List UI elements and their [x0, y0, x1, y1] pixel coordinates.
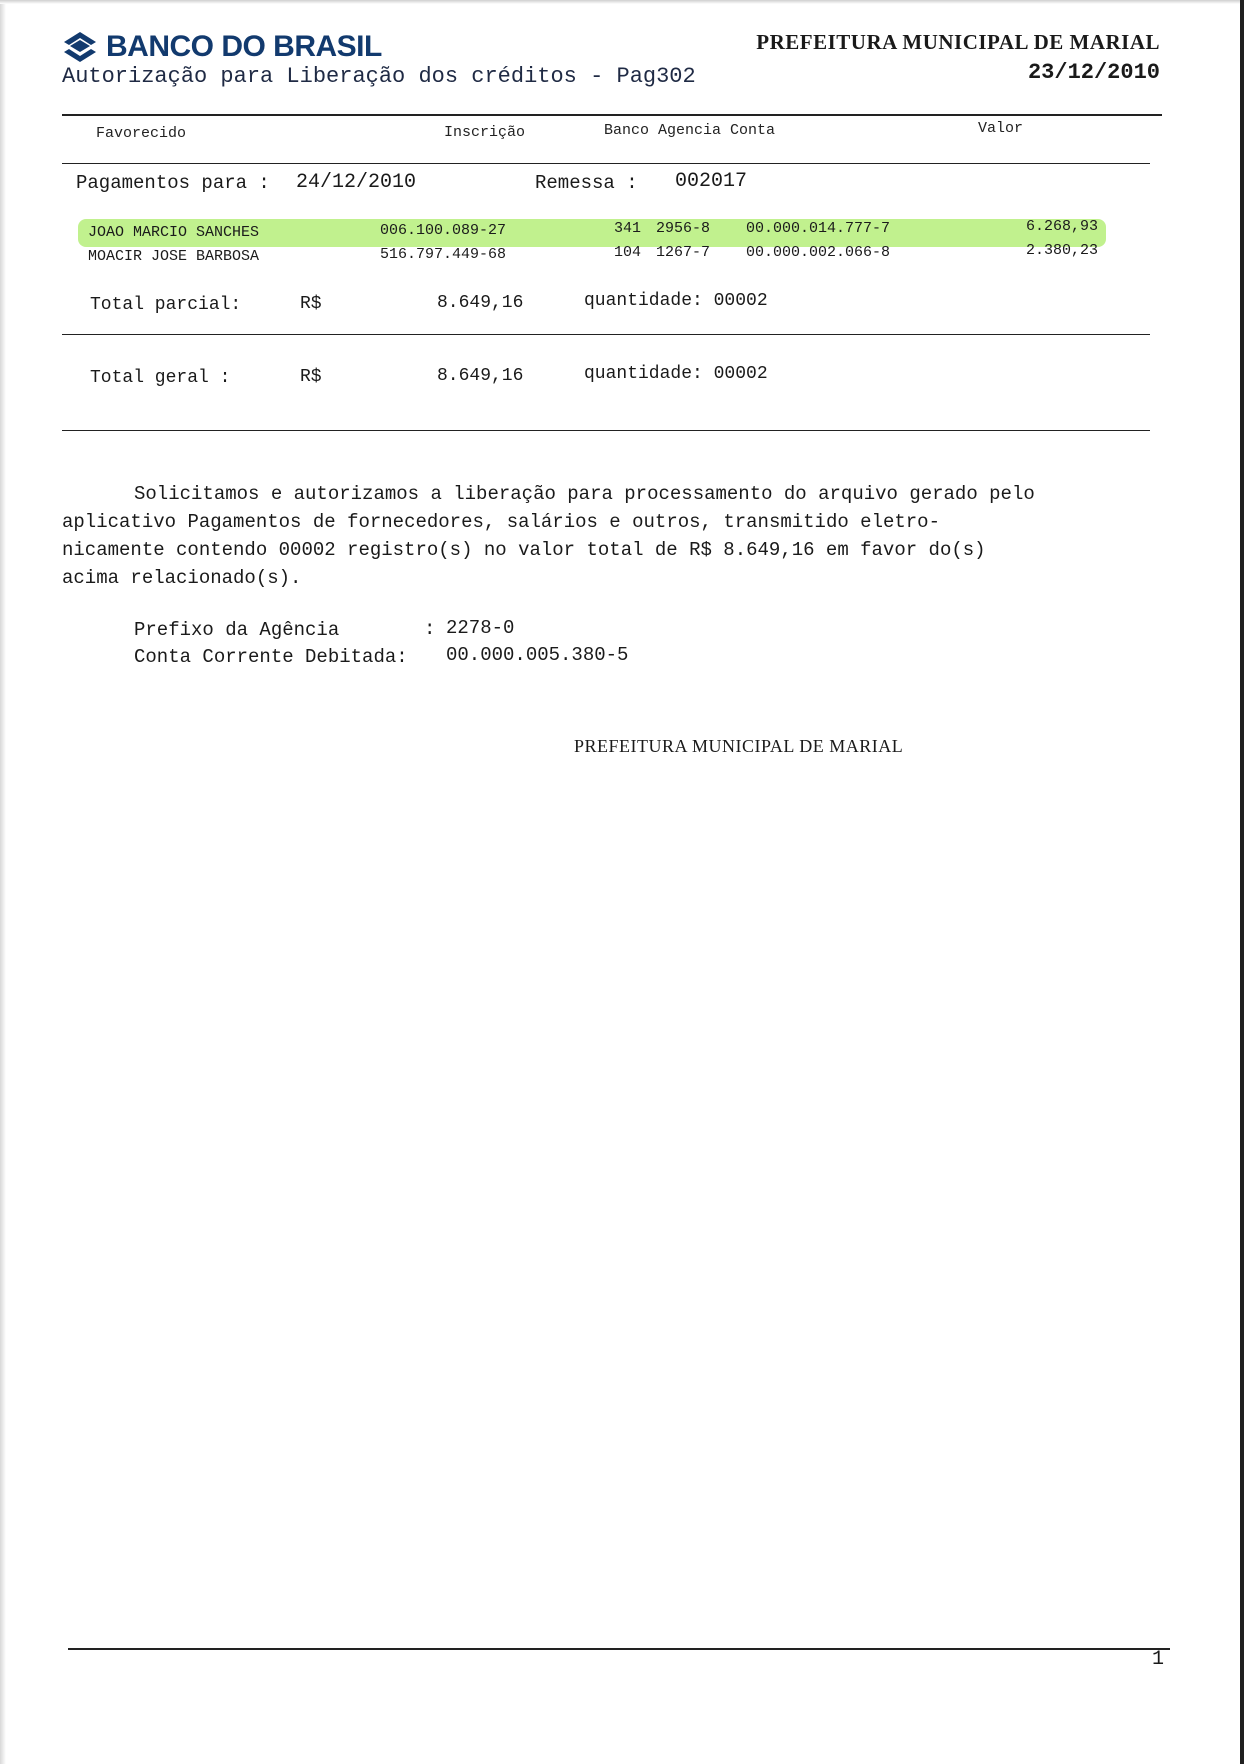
total-geral-quantity: quantidade: 00002: [584, 364, 768, 384]
total-geral-label: Total geral :: [90, 368, 231, 388]
total-parcial-currency: R$: [300, 294, 322, 314]
agency-prefix-value: 2278-0: [446, 617, 515, 639]
page-number: 1: [1151, 1648, 1164, 1671]
payment-date-label: Pagamentos para :: [76, 172, 270, 194]
row-valor: 2.380,23: [1025, 242, 1098, 259]
totals-divider: [62, 430, 1150, 431]
signature-organization: PREFEITURA MUNICIPAL DE MARIAL: [574, 736, 904, 756]
parcial-divider: [62, 334, 1150, 335]
authorization-word-transmitido: transmitido: [723, 511, 849, 533]
agency-prefix-label: Prefixo da Agência: [134, 619, 340, 641]
debited-account-label: Conta Corrente Debitada:: [134, 646, 408, 668]
organization-name: PREFEITURA MUNICIPAL DE MARIAL: [756, 30, 1160, 54]
authorization-line-3: nicamente contendo 00002 registro(s) no valor total de R$ 8.649,16 em favor do(s): [62, 539, 986, 561]
authorization-line-1: Solicitamos e autorizamos a liberação para processamento do arquivo gerado pelo: [134, 483, 1035, 505]
authorization-line-2: [62, 508, 1106, 536]
row-conta: 00.000.014.777-7: [746, 220, 891, 237]
row-valor: 6.268,93: [1025, 218, 1098, 235]
authorization-word-aplicativo: aplicativo: [62, 511, 177, 533]
total-parcial-value: 8.649,16: [437, 293, 524, 313]
scan-edge-top: [0, 0, 1244, 4]
row-name: MOACIR JOSE BARBOSA: [88, 248, 260, 265]
total-parcial-label: Total parcial:: [90, 295, 242, 315]
header-divider: [62, 114, 1162, 116]
row-inscricao: 006.100.089-27: [380, 222, 507, 239]
row-agencia: 2956-8: [656, 220, 711, 237]
remessa-value: 002017: [675, 170, 748, 193]
column-header-favorecido: Favorecido: [96, 125, 187, 142]
column-header-inscricao: Inscrição: [444, 124, 526, 141]
row-conta: 00.000.002.066-8: [746, 244, 891, 261]
scan-edge-left: [0, 0, 6, 1764]
row-banco: 341: [614, 220, 642, 237]
document-title: Autorização para Liberação dos créditos - Pag302: [62, 64, 696, 89]
column-header-banco-agencia-conta: Banco Agencia Conta: [604, 122, 776, 139]
total-geral-currency: R$: [300, 367, 322, 387]
total-geral-value: 8.649,16: [437, 366, 524, 386]
bank-name: BANCO DO BRASIL: [106, 30, 382, 63]
remessa-label: Remessa :: [535, 172, 638, 194]
row-agencia: 1267-7: [656, 244, 711, 261]
authorization-application-name: Pagamentos de fornecedores, salários e outros,: [187, 511, 712, 533]
row-name: JOAO MARCIO SANCHES: [88, 224, 260, 241]
payment-date-value: 24/12/2010: [296, 171, 417, 194]
bank-logo: [62, 30, 382, 64]
authorization-line-4: acima relacionado(s).: [62, 567, 302, 589]
scan-edge-right: [1240, 0, 1244, 1764]
document-date: 23/12/2010: [1027, 60, 1160, 85]
agency-prefix-separator: :: [424, 618, 436, 640]
column-header-valor: Valor: [978, 120, 1024, 137]
banco-do-brasil-logo-icon: [62, 30, 98, 64]
authorization-word-eletro: eletro-: [860, 511, 940, 533]
total-parcial-quantity: quantidade: 00002: [584, 291, 768, 311]
row-banco: 104: [614, 244, 642, 261]
authorization-paragraph: [62, 480, 1122, 592]
columns-divider: [62, 163, 1150, 164]
debited-account-value: 00.000.005.380-5: [446, 644, 629, 666]
row-inscricao: 516.797.449-68: [380, 246, 507, 263]
footer-divider: [68, 1648, 1170, 1650]
